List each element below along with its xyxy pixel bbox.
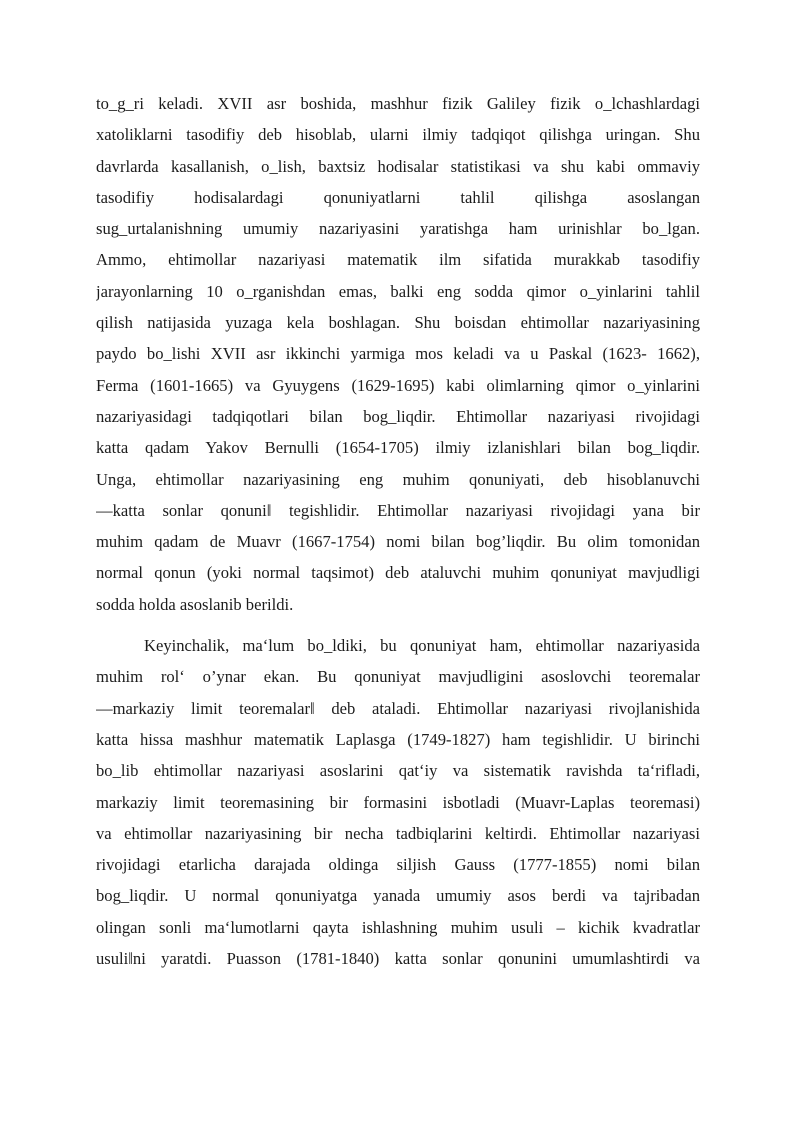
text-line: paydo bo_lishi XVII asr ikkinchi yarmiga mos keladi va u Paskal (1623- 1662), [96, 344, 700, 364]
text-line: Ferma (1601-1665) va Gyuygens (1629-1695) kabi olimlarning qimor o_yinlarini [96, 375, 700, 395]
text-line: ―markaziy limit teoremalar‖ deb ataladi. Ehtimollar nazariyasi rivojlanishida [96, 698, 700, 718]
text-line: katta qadam Yakov Bernulli (1654-1705) ilmiy izlanishlari bilan bog_liqdir. [96, 438, 700, 458]
text-line: va ehtimollar nazariyasining bir necha tadbiqlarini keltirdi. Ehtimollar nazariyasi [96, 823, 700, 843]
text-line: sug_urtalanishning umumiy nazariyasini yaratishga ham urinishlar bo_lgan. [96, 219, 700, 239]
text-line: muhim qadam de Muavr (1667-1754) nomi bilan bog’liqdir. Bu olim tomonidan [96, 532, 700, 552]
text-line: usuli‖ni yaratdi. Puasson (1781-1840) katta sonlar qonunini umumlashtirdi va [96, 949, 700, 969]
text-line: Unga, ehtimollar nazariyasining eng muhim qonuniyati, deb hisoblanuvchi [96, 469, 700, 489]
text-line: Ammo, ehtimollar nazariyasi matematik ilm sifatida murakkab tasodifiy [96, 250, 700, 270]
text-line: katta hissa mashhur matematik Laplasga (1749-1827) ham tegishlidir. U birinchi [96, 729, 700, 749]
paragraph-spacer [96, 620, 700, 630]
text-line: rivojidagi etarlicha darajada oldinga siljish Gauss (1777-1855) nomi bilan [96, 855, 700, 875]
paragraph-2 [96, 630, 700, 974]
text-line: ―katta sonlar qonuni‖ tegishlidir. Ehtimollar nazariyasi rivojidagi yana bir [96, 500, 700, 520]
text-line: muhim rol‘ o’ynar ekan. Bu qonuniyat mavjudligini asoslovchi teoremalar [96, 667, 700, 687]
text-line: markaziy limit teoremasining bir formasini isbotladi (Muavr-Laplas teoremasi) [96, 792, 700, 812]
text-line: Keyinchalik, ma‘lum bo_ldiki, bu qonuniyat ham, ehtimollar nazariyasida [144, 636, 700, 656]
text-line: normal qonun (yoki normal taqsimot) deb ataluvchi muhim qonuniyat mavjudligi [96, 563, 700, 583]
text-line: olingan sonli ma‘lumotlarni qayta ishlashning muhim usuli – kichik kvadratlar [96, 917, 700, 937]
text-line: qilish natijasida yuzaga kela boshlagan. Shu boisdan ehtimollar nazariyasining [96, 313, 700, 333]
text-line: xatoliklarni tasodifiy deb hisoblab, ularni ilmiy tadqiqot qilishga uringan. Shu [96, 125, 700, 145]
text-line: tasodifiy hodisalardagi qonuniyatlarni tahlil qilishga asoslangan [96, 187, 700, 207]
text-line: to_g_ri keladi. XVII asr boshida, mashhur fizik Galiley fizik o_lchashlardagi [96, 94, 700, 113]
text-line: sodda holda asoslanib berildi. [96, 594, 294, 614]
paragraph-1 [96, 88, 700, 620]
text-line: nazariyasidagi tadqiqotlari bilan bog_liqdir. Ehtimollar nazariyasi rivojidagi [96, 406, 700, 426]
text-line: bog_liqdir. U normal qonuniyatga yanada umumiy asos berdi va tajribadan [96, 886, 700, 906]
document-page [96, 88, 700, 974]
text-line: jarayonlarning 10 o_rganishdan emas, balki eng sodda qimor o_yinlarini tahlil [96, 281, 700, 301]
text-line: bo_lib ehtimollar nazariyasi asoslarini qat‘iy va sistematik ravishda ta‘rifladi, [96, 761, 700, 781]
text-line: davrlarda kasallanish, o_lish, baxtsiz hodisalar statistikasi va shu kabi ommaviy [96, 156, 700, 176]
